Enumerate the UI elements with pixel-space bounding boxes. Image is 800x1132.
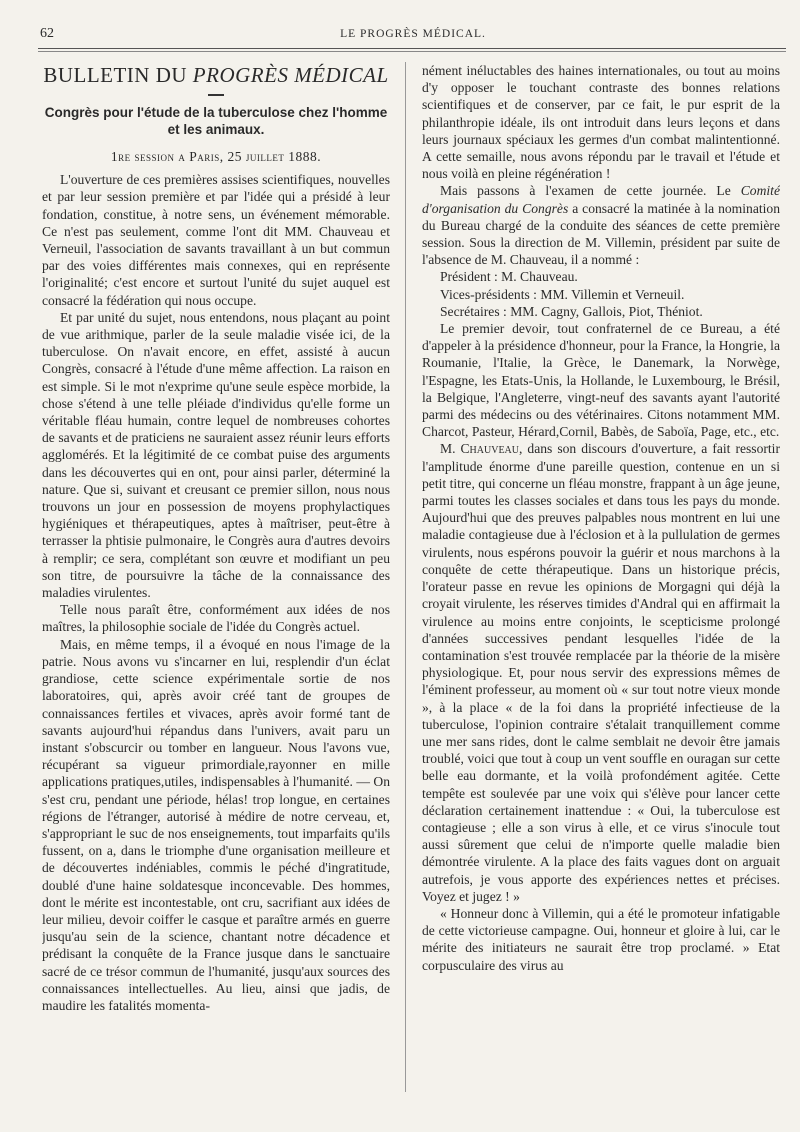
bulletin-title-prefix: BULLETIN DU — [43, 63, 188, 87]
header-rule-double — [38, 51, 786, 52]
column-divider — [405, 62, 406, 1092]
paragraph — [422, 440, 780, 904]
officer-line: Vices-présidents : MM. Villemin et Verneuil. — [440, 286, 685, 302]
paragraph: Le premier devoir, tout confraternel de ce Bureau, a été d'appeler à la présidence d'honneur, pour la France, la Hongrie, la Roumanie, l'Italie, la Grèce, le Danemark, la Norwège, l'Espagne, les Etats-Unis, la Hollande, le Luxembourg, le Brésil, la Belgique, l'Angleterre, vingt-neuf des savants ayant l'autorité parmi des médecins ou des vétérinaires. Citons notamment MM. Charcot, Pasteur, Hérard,Cornil, Babès, de Saboïa, Page, etc., etc. — [422, 321, 780, 440]
committee-name: Comité d'organisation du Congrès — [422, 183, 780, 216]
officer-line: Secrétaires : MM. Cagny, Gallois, Piot, Théniot. — [440, 303, 703, 319]
journal-name: LE PROGRÈS MÉDICAL. — [340, 28, 486, 40]
paragraph: L'ouverture de ces premières assises scientifiques, nouvelles et par leur session première et par l'idée qui a présidé à leur fondation, constitue, à notre sens, un événement mémorable. Ce n'est pas seulement, comme l'ont dit MM. Chauveau et Verneuil, l'association de savants travaillant à un but commun par des voies différentes mais connexes, qui en représente l'originalité; c'est encore et surtout l'unité du sujet auquel est consacré la fédération qui nous occupe. — [42, 172, 390, 308]
paragraph-text: Mais passons à l'examen de cette journée. Le — [440, 183, 731, 199]
paragraph: « Honneur donc à Villemin, qui a été le promoteur infatigable de cette victorieuse campagne. Oui, honneur et gloire à lui, car le mérite des initiateurs ne saurait être trop proclamé. » Etat corpusculaire des virus au — [422, 905, 780, 973]
left-column — [42, 62, 390, 1112]
right-column — [422, 62, 780, 1112]
session-line: 1re session a Paris, 25 juillet 1888. — [110, 149, 322, 164]
paragraph-text: a consacré la matinée à la nomination du Bureau chargé de la conduite des séances de cette première session. Sous la direction de M. Villemin, président par suite de l'absence de M. Chauveau, il a nommé : — [422, 200, 780, 268]
paragraph: Et par unité du sujet, nous entendons, nous plaçant au point de vue arithmique, parler de la seule maladie visée ici, de la tuberculose. On n'avait encore, en effet, assisté à aucun Congrès, consacré à l'étude d'une même affection. La raison en est simple. Si le mot n'exprime qu'une seule espèce morbide, la chose s'étend à une telle pléiade d'individus qu'elle forme un véritable fléau humain, contre lequel de nombreuses cohortes de savants et de praticiens ne sauraient assez réunir leurs efforts agglomérés. Et la légitimité de ce combat puise des arguments dans les découvertes qui en ont, pour ainsi parler, déterminé la nature. Que si, suivant et creusant ce premier sillon, nous nous trouvons un jour en possession de moyens prophylactiques hygiéniques et thérapeutiques, aptes à maîtriser, peut-être à terrasser la phtisie pulmonaire, le Congrès aura d'autres devoirs à remplir; ce sera, complétant son œuvre et modifiant un peu son titre, de poursuivre la tâche de la connaissance des maladies virulentes. — [42, 309, 390, 601]
title-dash — [208, 94, 224, 96]
speaker-name: M. Chauveau, — [440, 441, 523, 457]
header-rule — [38, 48, 786, 49]
officer-line: Président : M. Chauveau. — [440, 269, 578, 285]
bulletin-title — [42, 62, 390, 88]
running-head — [40, 26, 786, 48]
paragraph-continued: nément inéluctables des haines internationales, ou tout au moins d'y opposer le touchant contraste des bonnes relations scientifiques et de conserver, par ce fait, le pur esprit de la philanthropie idéale, ils ont introduit dans leurs leçons et dans leurs journaux spéciaux les germes d'un combat malintentionné. A cette semaille, nous avons répondu par le travail et l'étude et nous voilà en pleine régénération ! — [422, 63, 780, 182]
paragraph: Mais, en même temps, il a évoqué en nous l'image de la patrie. Nous avons vu s'incarner en lui, resplendir d'un éclat grandiose, cette science expérimentale sortie de nos laboratoires, qui, après avoir créé tant de groupes de connaissances fertiles et vivaces, après avoir formé tant de savants aujourd'hui répandus dans l'univers, avait paru un instant s'obscurcir ou tomber en langueur. Nous l'avons vue, récupérant sa vigueur primordiale,rayonner en mille applications pratiques,utiles, indispensables à l'humanité. — On s'est cru, pendant une période, hélas! trop longue, en certaines régions de l'étranger, autorisé à médire de notre cerveau, et, s'appropriant le suc de nos enseignements, tout imparfaits qu'ils fussent, on a, dans le triomphe d'une organisation meilleure et de découvertes indéniables, commis le péché d'ingratitude, doublé d'une haine soldatesque inconcevable. Des hommes, dont le mérite est incontestable, ont cru, sacrifiant aux idées de leur milieu, devoir coiffer le casque et paraître armés en guerre jusqu'au sein de la science, chantant notre décadence et prédisant la conquête de la France jusque dans le sanctuaire sacré de ce trésor commun de l'humanité, jusqu'aux sources des connaissances intellectuelles. Au lieu, ainsi que jadis, de maudire les fatalités momenta- — [42, 636, 390, 1013]
paragraph: Telle nous paraît être, conformément aux idées de nos maîtres, la philosophie sociale de l'idée du Congrès actuel. — [42, 602, 390, 635]
bulletin-title-journal: PROGRÈS MÉDICAL — [192, 63, 389, 87]
paragraph — [422, 182, 780, 268]
page-number: 62 — [40, 26, 54, 41]
article-title: Congrès pour l'étude de la tuberculose chez l'homme et les animaux. — [44, 105, 388, 137]
paragraph-text: dans son discours d'ouverture, a fait ressortir l'amplitude énorme d'une pareille question, contenue en un si petit titre, qui concerne un fléau monstre, frappant à un âge jeune, parmi toutes les classes sociales et dans tous les pays du monde. Aujourd'hui que des preuves palpables nous montrent en lui une maladie contagieuse due à l'éclosion et à la pullulation de germes virulents, nous espérons pouvoir la guérir et nous marchons à la conquête de cette thérapeutique. Dans un historique précis, l'orateur passe en revue les opinions de Morgagni qui déjà la croyait virulente, les réserves timides d'Andral qui en affirmait la virulence au moins entre conjoints, le scepticisme prolongé d'années successives pendant lesquelles l'idée de la contamination s'est trouvée remplacée par la théorie de la misère physiologique. Et, pour nous servir des expressions mêmes de l'éminent professeur, au moment où « sur tout notre vieux monde », à la place « de la foi dans la propriété infectieuse de la tuberculose, l'opinion contraire s'étalait tranquillement comme une mer sans rides, dont le calme semblait ne devoir être jamais troublé, voici que tout à coup un vent souffle en ouragan sur cette belle eau dormante, et la voilà profondément agitée. Cette tempête est soulevée par une voix qui s'élève pour lancer cette déclaration certainement inattendue : « Oui, la tuberculose est contagieuse ; elle a son virus à elle, et ce virus s'inocule tout aussi sûrement que celui de n'importe quelle maladie bien démontrée virulente. A la place des faits vagues dont on arguait autrefois, je vous apporte des expériences nettes et précises. Voyez et jugez ! » — [422, 441, 780, 904]
